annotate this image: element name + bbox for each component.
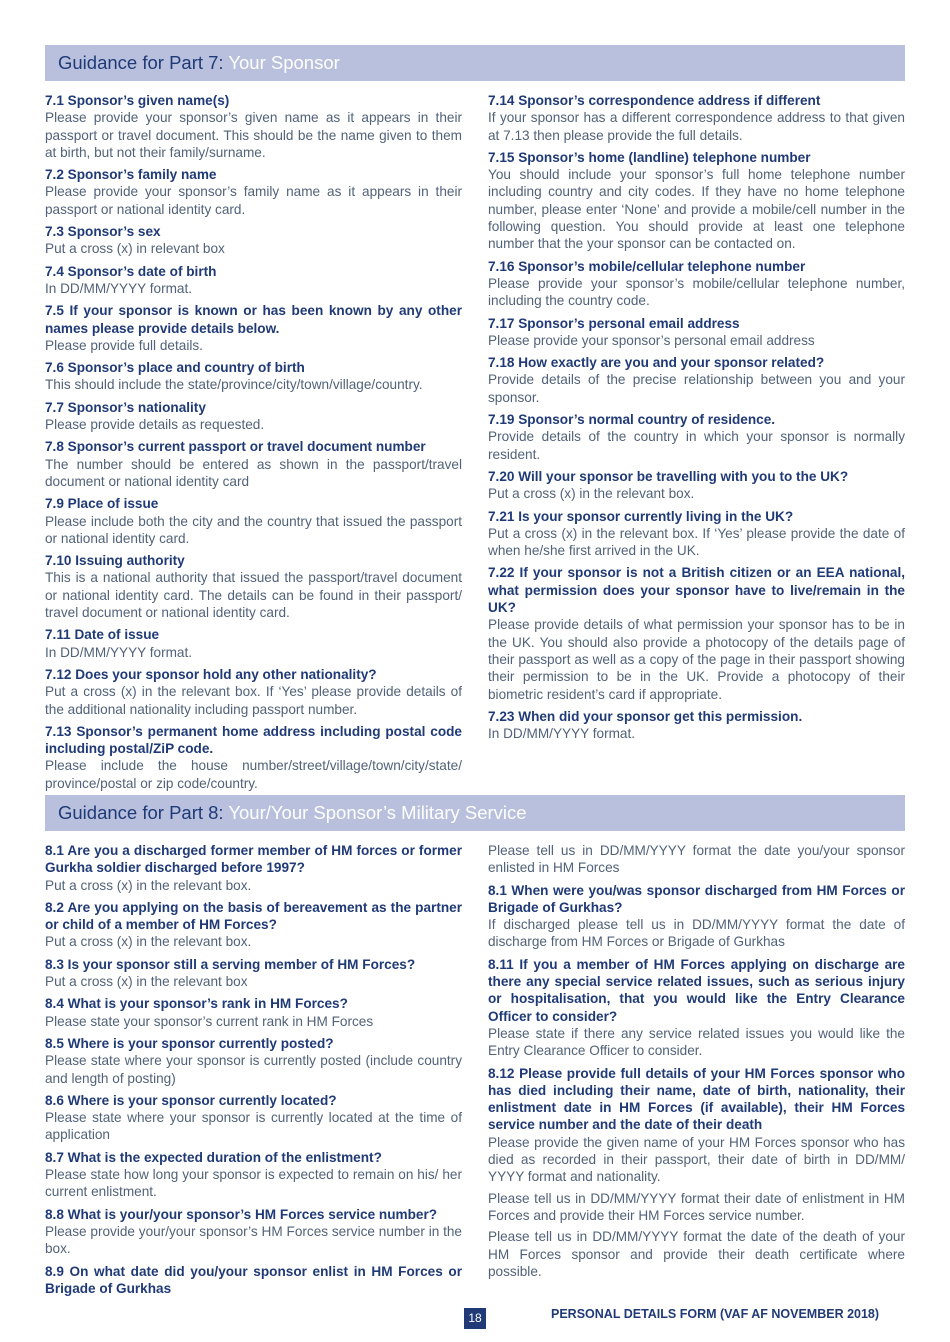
guidance-answer: Please provide your sponsor’s mobile/cellular telephone number, including the country code. [488, 275, 905, 309]
guidance-answer: Please tell us in DD/MM/YYYY format their date of enlistment in HM Forces and provide their HM Forces service number. [488, 1190, 905, 1223]
guidance-question: 7.6 Sponsor’s place and country of birth [45, 360, 305, 376]
guidance-question: 8.3 Is your sponsor still a serving member of HM Forces? [45, 956, 416, 972]
guidance-answer: Put a cross (x) in the relevant box. If ‘Yes’ please provide details of the additional nationality including passport number. [45, 684, 462, 717]
guidance-answer: Put a cross (x) in the relevant box. If ‘Yes’ please provide the date of when he/she first arrived in the UK. [488, 525, 905, 559]
guidance-answer: Please provide your sponsor’s family name as it appears in their passport or national identity card. [45, 184, 462, 217]
guidance-answer: Please state if there any service related issues you would like the Entry Clearance Officer to consider. [488, 1025, 905, 1059]
part7-banner [45, 45, 905, 81]
guidance-answer: Please provide your/your sponsor’s HM Forces service number in the box. [45, 1223, 462, 1257]
guidance-question: 7.15 Sponsor’s home (landline) telephone number [488, 149, 811, 165]
guidance-answer: Put a cross (x) in the relevant box [45, 974, 248, 990]
guidance-answer: Put a cross (x) in relevant box [45, 241, 225, 257]
guidance-question: 7.10 Issuing authority [45, 553, 185, 569]
guidance-item [45, 723, 462, 792]
page-number: 18 [464, 1308, 486, 1329]
guidance-question: 7.4 Sponsor’s date of birth [45, 263, 217, 279]
guidance-item [45, 495, 462, 547]
guidance-question: 8.1 Are you a discharged former member of HM forces or former Gurkha soldier discharged before 1997? [45, 843, 462, 876]
guidance-answer: If your sponsor has a different correspondence address to that given at 7.13 then please provide the full details. [488, 110, 905, 143]
guidance-answer: Please include both the city and the country that issued the passport or national identity card. [45, 513, 462, 546]
guidance-question: 7.18 How exactly are you and your sponsor related? [488, 355, 825, 371]
guidance-answer: Please provide details as requested. [45, 417, 265, 433]
guidance-answer: Please state where your sponsor is currently located at the time of application [45, 1110, 462, 1143]
guidance-item [488, 956, 905, 1060]
part8-banner [45, 795, 905, 831]
guidance-answer: Provide details of the precise relationship between you and your sponsor. [488, 372, 905, 405]
guidance-item [45, 1035, 462, 1087]
guidance-question: 8.6 Where is your sponsor currently located? [45, 1092, 337, 1108]
guidance-question: 7.5 If your sponsor is known or has been known by any other names please provide details below. [45, 303, 462, 336]
guidance-answer: Put a cross (x) in the relevant box. [488, 486, 695, 502]
guidance-item [488, 411, 905, 463]
guidance-answer: Put a cross (x) in the relevant box. [45, 934, 252, 950]
guidance-item [45, 666, 462, 718]
guidance-item [45, 1263, 462, 1298]
guidance-answer: In DD/MM/YYYY format. [45, 644, 193, 660]
guidance-question: 7.23 When did your sponsor get this permission. [488, 708, 803, 724]
guidance-question: 8.11 If you a member of HM Forces applying on discharge are there any special service related issues, such as serious injury or hospitalisation, that you would like the Entry Clearance Officer to consider? [488, 956, 905, 1024]
guidance-item [45, 1206, 462, 1258]
guidance-answer: Please state how long your sponsor is expected to remain on his/ her current enlistment. [45, 1167, 462, 1200]
guidance-item [45, 223, 462, 258]
guidance-answer: Please tell us in DD/MM/YYYY format the date of the death of your HM Forces sponsor and provide their death certificate where possible. [488, 1229, 905, 1279]
guidance-item [45, 359, 462, 394]
guidance-item [488, 468, 905, 503]
guidance-question: 8.4 What is your sponsor’s rank in HM Forces? [45, 996, 348, 1012]
guidance-item [488, 708, 905, 743]
guidance-question: 8.5 Where is your sponsor currently posted? [45, 1035, 334, 1051]
guidance-answer: This is a national authority that issued the passport/travel document or national identity card. The details can be found in their passport/ travel document or national identity card. [45, 570, 462, 621]
guidance-question: 8.1 When were you/was sponsor discharged from HM Forces or Brigade of Gurkhas? [488, 882, 905, 915]
guidance-question: 8.2 Are you applying on the basis of bereavement as the partner or child of a member of HM Forces? [45, 899, 462, 933]
guidance-item [488, 1065, 905, 1281]
form-title: PERSONAL DETAILS FORM (VAF AF NOVEMBER 2018) [551, 1307, 880, 1321]
guidance-item [488, 842, 905, 877]
guidance-answer: Please state where your sponsor is currently posted (include country and length of posting) [45, 1053, 462, 1086]
guidance-answer: Please state your sponsor’s current rank in HM Forces [45, 1013, 374, 1029]
guidance-item [488, 92, 905, 144]
guidance-item [45, 1092, 462, 1144]
guidance-question: 7.14 Sponsor’s correspondence address if different [488, 93, 821, 108]
guidance-answer: Please provide details of what permission your sponsor has to be in the UK. You should also provide a photocopy of the details page of their passport as well as a copy of the page in their passport showing their permission to be in the UK. Provide a photocopy of their biometric resident’s card if appropriate. [488, 617, 905, 702]
part7-banner-lead: Guidance for Part 7: [58, 52, 224, 73]
guidance-item [488, 149, 905, 253]
guidance-answer: Please provide your sponsor’s given name as it appears in their passport or travel document. This should be the name given to them at birth, but not their family/surname. [45, 110, 462, 160]
guidance-answer: In DD/MM/YYYY format. [488, 726, 636, 742]
guidance-item [488, 882, 905, 951]
guidance-question: 7.2 Sponsor’s family name [45, 167, 217, 183]
guidance-answer: Please provide full details. [45, 337, 203, 353]
guidance-question: 7.17 Sponsor’s personal email address [488, 315, 740, 331]
guidance-answer: The number should be entered as shown in the passport/travel document or national identity card [45, 456, 462, 489]
guidance-question: 7.9 Place of issue [45, 496, 159, 512]
guidance-answer: Please tell us in DD/MM/YYYY format the date you/your sponsor enlisted in HM Forces [488, 843, 905, 876]
guidance-question: 8.8 What is your/your sponsor’s HM Forces service number? [45, 1206, 438, 1222]
guidance-item [45, 302, 462, 354]
guidance-question: 7.3 Sponsor’s sex [45, 224, 161, 240]
guidance-answer: Put a cross (x) in the relevant box. [45, 877, 252, 893]
guidance-answer: This should include the state/province/city/town/village/country. [45, 377, 423, 393]
guidance-item [45, 92, 462, 161]
guidance-item [488, 508, 905, 560]
part8-banner-lead: Guidance for Part 8: [58, 802, 224, 823]
guidance-item [45, 626, 462, 661]
guidance-item [488, 564, 905, 702]
guidance-question: 7.20 Will your sponsor be travelling with you to the UK? [488, 468, 849, 484]
guidance-answer: Please include the house number/street/village/town/city/state/ province/postal or zip code/country. [45, 758, 462, 791]
guidance-question: 8.9 On what date did you/your sponsor enlist in HM Forces or Brigade of Gurkhas [45, 1263, 462, 1296]
guidance-item [45, 995, 462, 1030]
guidance-question: 7.16 Sponsor’s mobile/cellular telephone number [488, 258, 806, 274]
guidance-item [488, 315, 905, 350]
guidance-answer: Please provide your sponsor’s personal email address [488, 332, 815, 348]
guidance-question: 7.8 Sponsor’s current passport or travel document number [45, 439, 426, 455]
guidance-question: 7.12 Does your sponsor hold any other nationality? [45, 666, 377, 682]
guidance-item [45, 552, 462, 621]
guidance-item [45, 166, 462, 218]
guidance-item [45, 263, 462, 298]
guidance-question: 7.21 Is your sponsor currently living in the UK? [488, 508, 794, 524]
guidance-item [488, 354, 905, 406]
guidance-item [45, 842, 462, 894]
guidance-question: 7.22 If your sponsor is not a British citizen or an EEA national, what permission does your sponsor have to live/remain in the UK? [488, 565, 905, 616]
guidance-item [45, 1149, 462, 1201]
part7-banner-title: Your Sponsor [228, 52, 340, 73]
guidance-item [45, 956, 462, 991]
part7-left-column [45, 92, 462, 797]
part8-left-column [45, 842, 462, 1302]
guidance-question: 8.12 Please provide full details of your HM Forces sponsor who has died including their name, date of birth, nationality, their enlistment date in HM Forces (if available), their HM Forces service number and the date of their death [488, 1065, 905, 1133]
guidance-question: 7.1 Sponsor’s given name(s) [45, 93, 230, 108]
guidance-answer: If discharged please tell us in DD/MM/YYYY format the date of discharge from HM Forces or Brigade of Gurkhas [488, 917, 905, 950]
guidance-item [488, 258, 905, 310]
guidance-question: 7.7 Sponsor’s nationality [45, 399, 206, 415]
guidance-answer: In DD/MM/YYYY format. [45, 280, 193, 296]
guidance-question: 7.19 Sponsor’s normal country of residence. [488, 412, 776, 428]
part7-right-column [488, 92, 905, 747]
guidance-answer: Please provide the given name of your HM Forces sponsor who has died as recorded in their passport, their date of birth in DD/MM/ YYYY format and nationality. [488, 1134, 905, 1185]
guidance-answer: Provide details of the country in which your sponsor is normally resident. [488, 429, 905, 462]
guidance-answer: You should include your sponsor’s full home telephone number including country and city codes. If they have no home telephone number, please enter ‘None’ and provide a mobile/cell number in the following question. You should provide at least one telephone number that the your sponsor can be contacted on. [488, 167, 905, 252]
guidance-question: 7.11 Date of issue [45, 627, 160, 643]
part8-right-column [488, 842, 905, 1285]
guidance-item [45, 399, 462, 434]
part8-banner-title: Your/Your Sponsor’s Military Service [228, 802, 527, 823]
guidance-question: 8.7 What is the expected duration of the enlistment? [45, 1149, 382, 1165]
guidance-item [45, 438, 462, 490]
guidance-item [45, 899, 462, 951]
guidance-question: 7.13 Sponsor’s permanent home address including postal code including postal/ZiP code. [45, 723, 462, 757]
